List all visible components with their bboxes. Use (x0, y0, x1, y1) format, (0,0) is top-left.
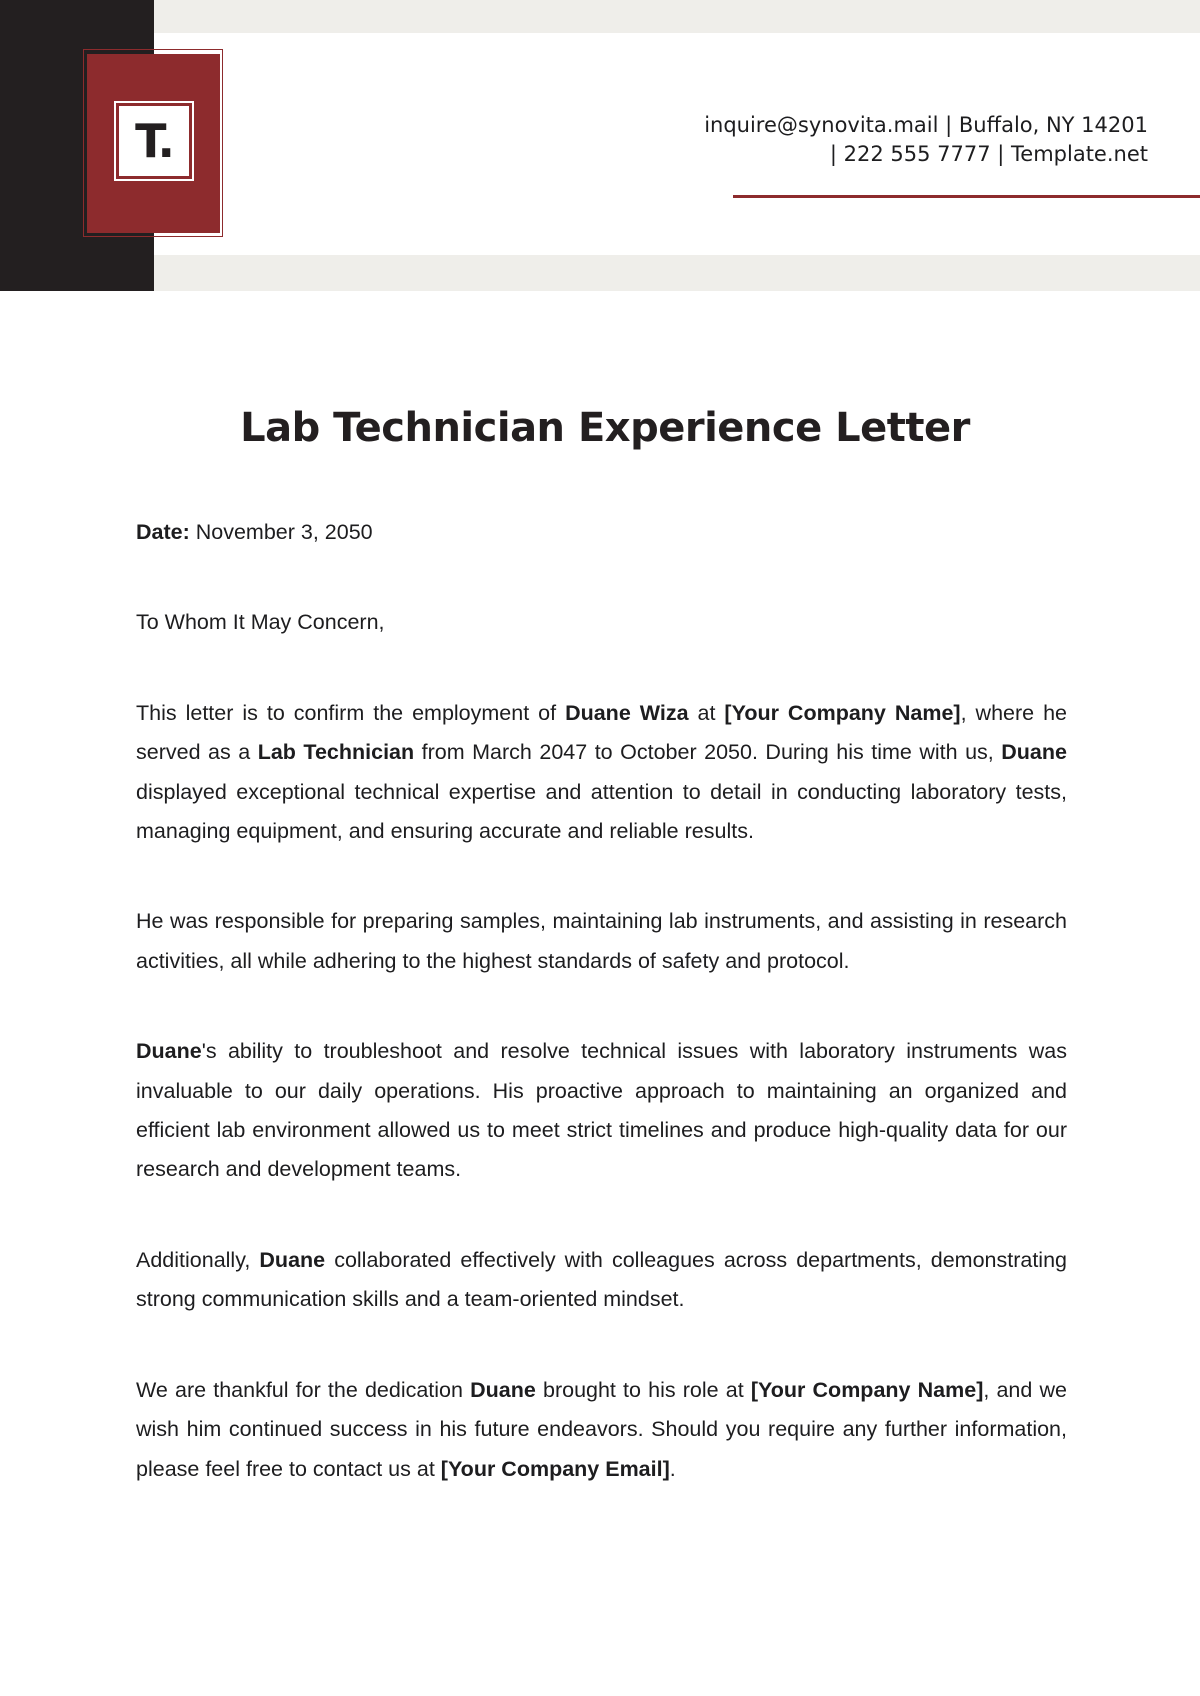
paragraph-closing (136, 1371, 1067, 1489)
contact-line-email-address: inquire@synovita.mail | Buffalo, NY 14201 (704, 113, 1148, 137)
letter-body (136, 513, 1067, 1540)
employee-first-name: Duane (470, 1377, 536, 1402)
accent-divider (733, 195, 1200, 198)
salutation: To Whom It May Concern, (136, 610, 385, 635)
text-run: Additionally, (136, 1247, 260, 1272)
text-run: displayed exceptional technical expertise and attention to detail in conducting laboratory tests, managing equipment, and ensuring accurate and reliable results. (136, 779, 1067, 844)
text-run: brought to his role at (535, 1377, 751, 1402)
employee-first-name: Duane (1001, 740, 1067, 765)
text-run: from March 2047 to October 2050. During his time with us, (414, 740, 1002, 765)
text-run: . (669, 1456, 676, 1481)
contact-info (704, 111, 1148, 169)
text-run: We are thankful for the dedication (136, 1377, 471, 1402)
company-logo (116, 103, 192, 179)
paragraph-abilities (136, 1032, 1067, 1190)
contact-line-phone-website: | 222 555 7777 | Template.net (829, 142, 1148, 166)
text-run: This letter is to confirm the employment of (136, 700, 566, 725)
paragraph-collaboration (136, 1241, 1067, 1320)
company-name-placeholder: [Your Company Name] (750, 1377, 984, 1402)
paragraph-responsibilities: He was responsible for preparing samples, maintaining lab instruments, and assisting in research activities, all while adhering to the highest standards of safety and protocol. (136, 909, 1067, 973)
employee-first-name: Duane (259, 1247, 326, 1272)
text-run: at (688, 700, 725, 725)
text-run: collaborated effectively with colleagues across departments, demonstrating strong communication skills and a team-oriented mindset. (136, 1247, 1067, 1312)
employee-name: Duane Wiza (565, 700, 689, 725)
header-band-top (154, 0, 1200, 33)
date-value: November 3, 2050 (189, 520, 373, 544)
company-name-placeholder: [Your Company Name] (724, 700, 961, 725)
logo-mark: T. (122, 109, 186, 173)
company-email-placeholder: [Your Company Email] (440, 1456, 670, 1481)
date-label: Date: (136, 520, 190, 544)
letterhead (0, 0, 1200, 291)
text-run: 's ability to troubleshoot and resolve technical issues with laboratory instruments was invaluable to our daily operations. His proactive approach to maintaining an organized and efficient lab environment allowed us to meet strict timelines and produce high-quality data for our research and development teams. (136, 1039, 1067, 1182)
text-run: , where he served as a (136, 700, 1067, 765)
header-band-bottom (154, 255, 1200, 291)
employee-first-name: Duane (136, 1039, 202, 1064)
paragraph-employment (136, 694, 1067, 852)
letter-title: Lab Technician Experience Letter (240, 405, 970, 451)
text-run: , and we wish him continued success in his future endeavors. Should you require any further information, please feel free to contact us at (136, 1377, 1067, 1481)
job-title: Lab Technician (257, 740, 415, 765)
date-line (136, 513, 1067, 552)
